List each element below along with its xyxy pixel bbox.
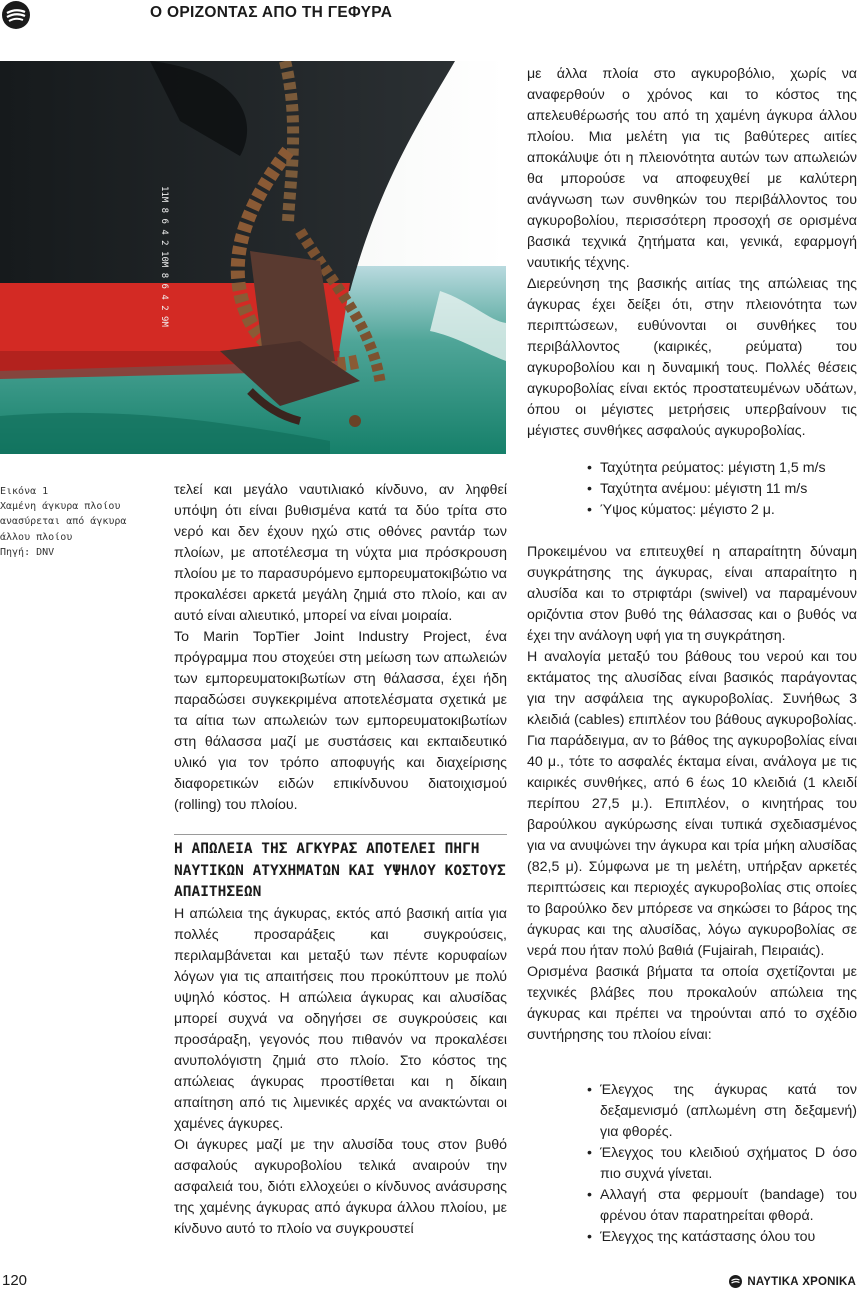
right-column bbox=[527, 458, 857, 1248]
paragraph: Οι άγκυρες μαζί με την αλυσίδα τους στον βυθό ασφαλούς αγκυροβολίου τελικά αναιρούν την ασφαλειά του, διότι ελλοχεύει ο κίνδυνος ανάσυρσης της χαμένης άγκυρας από άγκυρα άλλου πλοίου, με κίνδυνο αυτό το πλοίο να συγκρουστεί bbox=[174, 1136, 507, 1237]
list-item: • Έλεγχος της κατάστασης όλου του bbox=[585, 1227, 857, 1248]
paragraph: Η αναλογία μεταξύ του βάθους του νερού και του εκτάματος της αλυσίδας είναι βασικός παράγοντας για την ασφάλεια της αγκυροβολίας. Συνήθως 3 κλειδιά (cables) επιπλέον του βάθους αγκυροβολίας. Για παράδειγμα, αν το βάθος της αγκυροβολίας είναι 40 μ., τότε το ασφαλές έκταμα είναι, ανάλογα με τις καιρικές συνθήκες, από 6 έως 10 κλειδιά (1 κλειδί περίπου 27,5 μ.). Επιπλέον, ο κινητήρας του βαρούλκου αγκύρωσης είναι τυπικά σχεδιασμένος για να ανυψώνει την άγκυρα και τρία μήκη αλυσίδας (82,5 μ). Σύμφωνα με τη μελέτη, υπήρξαν αρκετές περιπτώσεις και περιοχές αγκυροβολίας στις οποίες το βαρούλκο δεν μπόρεσε να σηκώσει το βάρος της άγκυρας και της αλυσίδας, λόγω αγκυροβολίας σε νερά που ήταν πολύ βαθιά (Fujairah, Πειραιάς). bbox=[527, 649, 857, 959]
paragraph: Ορισμένα βασικά βήματα τα οποία σχετίζονται με τεχνικές βλάβες που προκαλούν απώλεια της άγκυρας και πρέπει να τηρούνται από το σχέδιο συντήρησης του πλοίου είναι: bbox=[527, 964, 857, 1043]
list-item: • Έλεγχος της άγκυρας κατά τον δεξαμενισμό (απλωμένη στη δεξαμενή) για φθορές. bbox=[585, 1080, 857, 1143]
section-heading: Η ΑΠΩΛΕΙΑ ΤΗΣ ΑΓΚΥΡΑΣ ΑΠΟΤΕΛΕΙ ΠΗΓΗ ΝΑΥΤΙΚΩΝ ΑΤΥΧΗΜΑΤΩΝ ΚΑΙ ΥΨΗΛΟΥ ΚΟΣΤΟΥΣ ΑΠΑΙΤΗΣΕΩΝ bbox=[174, 834, 507, 904]
hull-draft-marks bbox=[159, 186, 169, 327]
figure-caption: Εικόνα 1 Χαμένη άγκυρα πλοίου ανασύρεται από άγκυρα άλλου πλοίου Πηγή: DNV bbox=[0, 486, 127, 558]
brand-logo-icon bbox=[729, 1275, 742, 1288]
anchor-photo bbox=[0, 61, 506, 454]
page-number: 120 bbox=[2, 1272, 28, 1289]
middle-column bbox=[174, 480, 507, 1240]
paragraph: Η απώλεια της άγκυρας, εκτός από βασική αιτία για πολλές προσαράξεις και συγκρούσεις, περιλαμβάνεται και μεταξύ των πέντε κορυφαίων λόγων για τις απαιτήσεις που προκύπτουν με πολύ υψηλό κόστος. Η απώλεια άγκυρας και αλυσίδας μπορεί συχνά να οδηγήσει σε συγκρούσεις και προσάραξη, γεγονός που πιθανόν να προκαλέσει ανυπολόγιστη ζημιά στο πλοίο. Στο κόστος της απώλειας άγκυρας προστίθεται και η δίκαιη απαίτηση από τις λιμενικές αρχές να ανακτώνται οι χαμένες άγκυρες. bbox=[174, 905, 507, 1132]
paragraph: Προκειμένου να επιτευχθεί η απαραίτητη δύναμη συγκράτησης της άγκυρας, είναι απαραίτητο η αλυσίδα και το στριφτάρι (swivel) να παραμένουν οριζόντια στον βυθό της θάλασσας και ο βυθός να έχει την ανάλογη υφή για τη συγκράτηση. bbox=[527, 544, 857, 644]
paragraph: με άλλα πλοία στο αγκυροβόλιο, χωρίς να αναφερθούν ο χρόνος και το κόστος της απελευθέρωσής του από τη χαμένη άγκυρα άλλου πλοίου. Μια μελέτη για τις βαθύτερες αιτίες αποκάλυψε ότι η πλειονότητα αυτών των απωλειών θα μπορούσε να αποφευχθεί με καλύτερη ανάγνωση των συνθηκών του περιβάλλοντος του αγκυροβολίου, περισσότερη προσοχή σε ορισμένα βασικά τεχνικά ζητήματα και, γενικά, εφαρμογή ναυτικής τέχνης. bbox=[527, 66, 857, 271]
conditions-list bbox=[527, 458, 857, 521]
list-item: • Ταχύτητα ρεύματος: μέγιστη 1,5 m/s bbox=[585, 458, 857, 479]
list-item: • Έλεγχος του κλειδιού σχήματος D όσο πιο συχνά γίνεται. bbox=[585, 1143, 857, 1185]
paragraph: τελεί και μεγάλο ναυτιλιακό κίνδυνο, αν ληφθεί υπόψη ότι είναι βυθισμένα κατά τα δύο τρίτα στο νερό και δεν έχουν ηχώ στις οθόνες ραντάρ των πλοίων, με αποτέλεσμα τη νύχτα μια πρόσκρουση πλοίου με το παρασυρόμενο εμπορευματοκιβώτιο να προκαλέσει αρκετά μεγάλη ζημιά στο πλοίο, και αν αυτό είναι αλιευτικό, μπορεί να είναι μοιραία. bbox=[174, 482, 507, 624]
paragraph: Διερεύνηση της βασικής αιτίας της απώλειας της άγκυρας έχει δείξει ότι, στην πλειονότητα των περιπτώσεων, ευθύνονται οι συνθήκες του περιβάλλοντος (καιρικές, ρεύματα) του αγκυροβολίου και η δυναμική τους. Πολλές θέσεις αγκυροβολίας είναι εκτός προστατευμένων υδάτων, όπου οι μέγιστες μετρήσεις υπερβαίνουν τις μέγιστες συνθήκες ασφαλούς αγκυροβολίας. bbox=[527, 276, 857, 439]
list-item: • Ταχύτητα ανέμου: μέγιστη 11 m/s bbox=[585, 479, 857, 500]
section-title: Ο ΟΡΙΖΟΝΤΑΣ ΑΠΟ ΤΗ ΓΕΦΥΡΑ bbox=[150, 4, 393, 21]
right-column-top bbox=[527, 64, 857, 442]
paragraph: Το Marin TopTier Joint Industry Project, ένα πρόγραμμα που στοχεύει στη μείωση των απωλειών των εμπορευματοκιβωτίων στη θάλασσα, έχει ήδη παραδώσει συγκεκριμένα αποτελέσματα σχετικά με τα αίτια των απωλειών των εμπορευματοκιβωτίων στη θάλασσα μαζί με συστάσεις και εκπαιδευτικό υλικό για τον τρόπο αποφυγής και διαχείρισης διαφορετικών ειδών επικίνδυνου διατοιχισμού (rolling) του πλοίου. bbox=[174, 629, 507, 813]
maintenance-list bbox=[527, 1080, 857, 1248]
brand-name: ΝΑΥΤΙΚΑ ΧΡΟΝΙΚΑ bbox=[747, 1275, 856, 1288]
svg-text:11M 8 6 4 2 10M 8 6 4 2 9M: 11M 8 6 4 2 10M 8 6 4 2 9M bbox=[159, 186, 169, 327]
list-item: • Αλλαγή στα φερμουίτ (bandage) του φρένου όταν παρατηρείται φθορά. bbox=[585, 1185, 857, 1227]
magazine-logo-icon bbox=[2, 1, 30, 29]
magazine-brand bbox=[729, 1275, 856, 1288]
list-item: • Ύψος κύματος: μέγιστο 2 μ. bbox=[585, 500, 857, 521]
